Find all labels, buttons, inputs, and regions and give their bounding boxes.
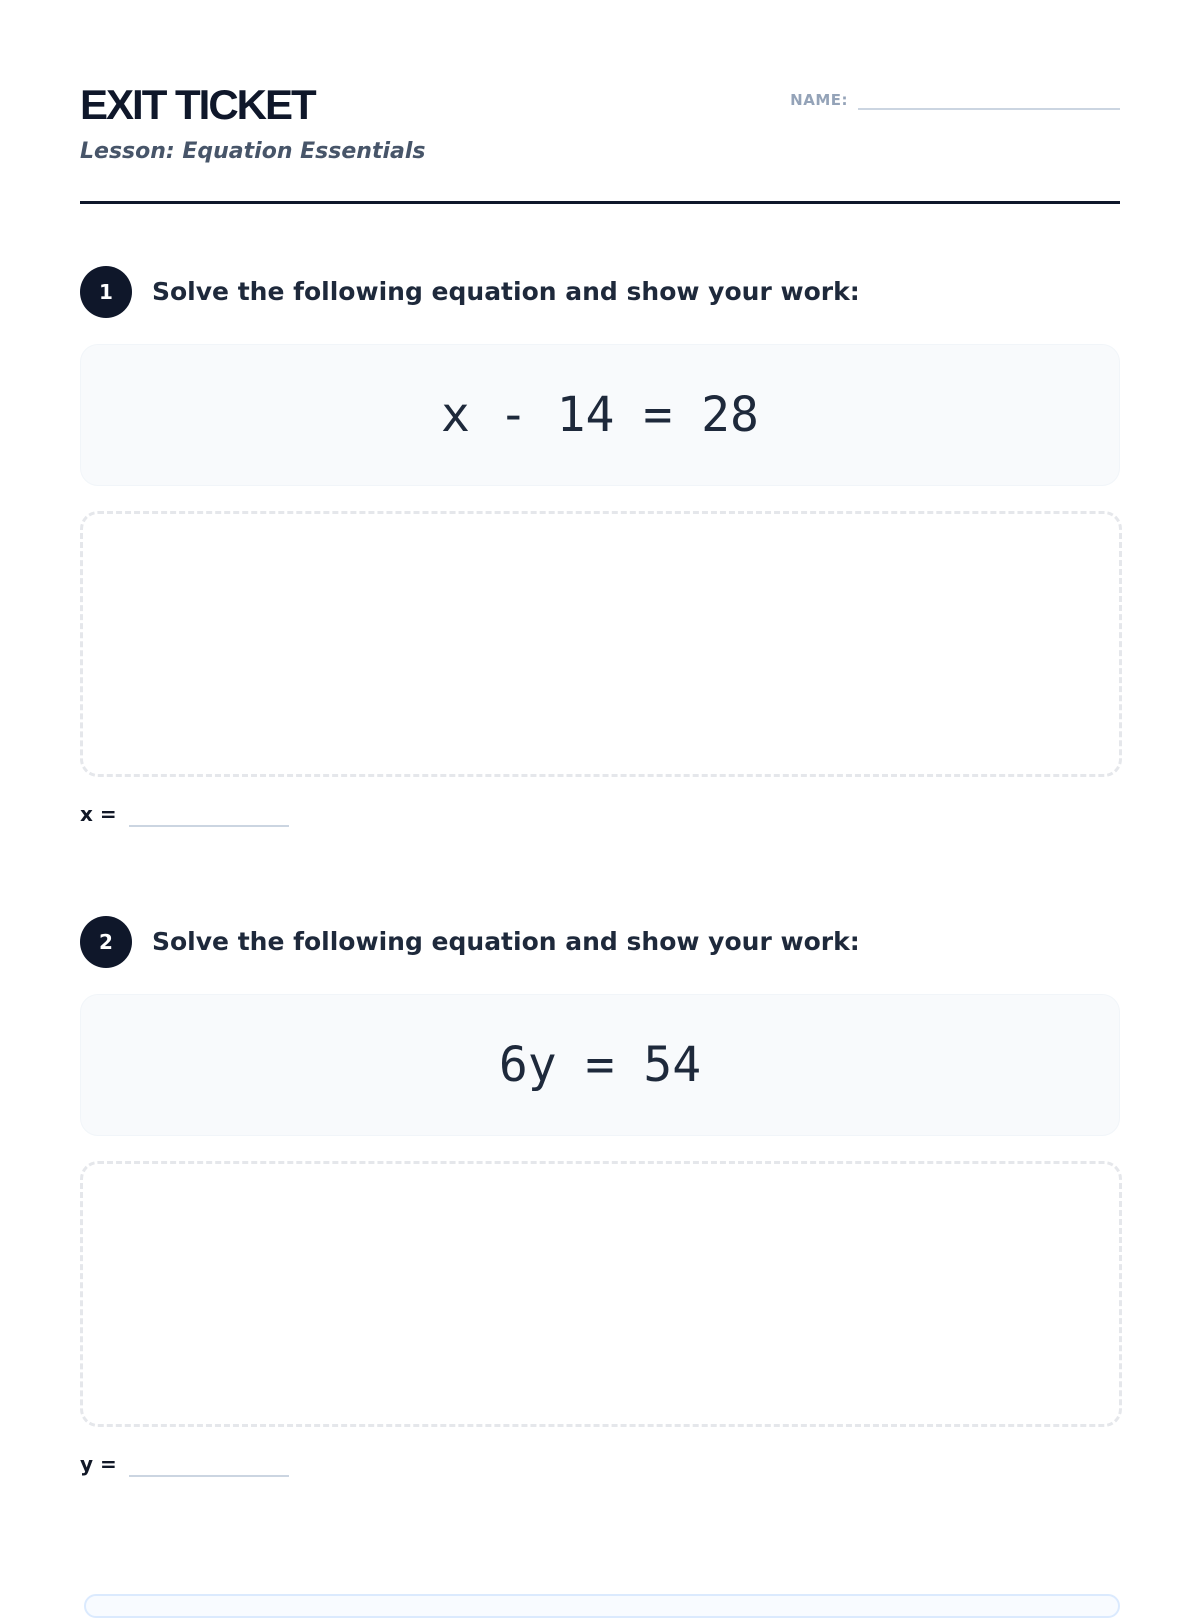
lesson-subtitle: Lesson: Equation Essentials (80, 139, 426, 164)
ticket-header (80, 82, 1120, 204)
equation-box (80, 344, 1120, 486)
question-2-heading (80, 916, 860, 968)
answer-input-line[interactable] (129, 1451, 289, 1477)
next-section-card-edge (84, 1594, 1120, 1618)
answer-label: x = (80, 802, 117, 826)
question-number-badge: 2 (80, 916, 132, 968)
name-field-group (790, 86, 1120, 110)
question-prompt: Solve the following equation and show your work: (152, 927, 860, 956)
equation-text: x - 14 = 28 (441, 387, 759, 443)
answer-row (80, 1451, 289, 1477)
question-number-badge: 1 (80, 266, 132, 318)
work-area[interactable] (80, 511, 1122, 777)
work-area[interactable] (80, 1161, 1122, 1427)
question-prompt: Solve the following equation and show your work: (152, 277, 860, 306)
name-input-line[interactable] (858, 86, 1120, 110)
page-title: EXIT TICKET (80, 81, 315, 128)
exit-ticket-page (80, 0, 1120, 1600)
equation-text: 6y = 54 (498, 1037, 702, 1093)
question-1-heading (80, 266, 860, 318)
answer-input-line[interactable] (129, 801, 289, 827)
answer-row (80, 801, 289, 827)
header-divider (80, 201, 1120, 204)
answer-label: y = (80, 1452, 117, 1476)
equation-box (80, 994, 1120, 1136)
name-label: NAME: (790, 91, 848, 109)
